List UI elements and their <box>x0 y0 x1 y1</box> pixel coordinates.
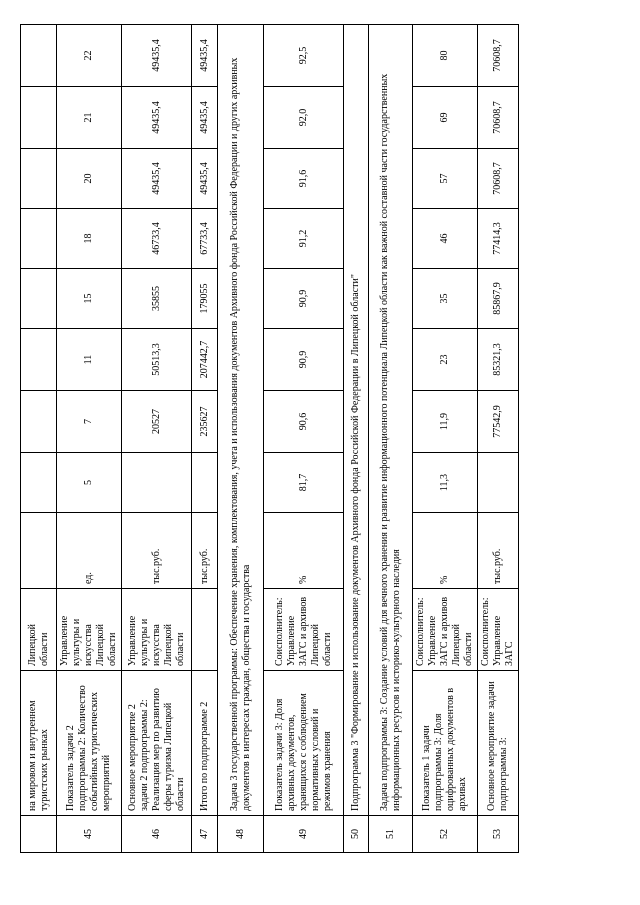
value-cell: 92,0 <box>264 87 344 149</box>
row-unit: % <box>264 513 344 589</box>
value-cell: 49435,4 <box>192 149 218 209</box>
row-unit <box>21 513 57 589</box>
row-number: 47 <box>192 816 218 853</box>
row-unit: тыс.руб. <box>192 513 218 589</box>
task-3-heading: Задача 3 государственной программы: Обеспечение хранения, комплектования, учета и использования документов Архивного фонда Российской Федерации и других архивных документов в интересах граждан, общества и государства <box>218 25 264 816</box>
table-row <box>478 25 519 853</box>
value-cell: 5 <box>57 453 122 513</box>
value-cell <box>21 25 57 87</box>
value-cell: 22 <box>57 25 122 87</box>
value-cell: 90,9 <box>264 269 344 329</box>
section-row <box>369 25 413 853</box>
value-cell: 49435,4 <box>122 149 192 209</box>
value-cell: 91,6 <box>264 149 344 209</box>
value-cell: 90,9 <box>264 329 344 391</box>
value-cell: 57 <box>413 149 478 209</box>
row-unit: ед. <box>57 513 122 589</box>
value-cell: 49435,4 <box>192 25 218 87</box>
value-cell: 7 <box>57 391 122 453</box>
value-cell: 11,9 <box>413 391 478 453</box>
value-cell: 49435,4 <box>122 25 192 87</box>
value-cell <box>21 87 57 149</box>
section-row <box>218 25 264 853</box>
value-cell: 92,5 <box>264 25 344 87</box>
value-cell: 91,2 <box>264 209 344 269</box>
value-cell: 67733,4 <box>192 209 218 269</box>
value-cell: 49435,4 <box>192 87 218 149</box>
row-name: Показатель задачи 3: Доля архивных документов, хранящихся с соблюдением нормативных условий и режимов хранения <box>264 671 344 816</box>
value-cell: 81,7 <box>264 453 344 513</box>
value-cell: 70608,7 <box>478 25 519 87</box>
value-cell: 207442,7 <box>192 329 218 391</box>
row-executor <box>192 589 218 671</box>
value-cell: 11,3 <box>413 453 478 513</box>
row-name: Показатель 1 задачи подпрограммы 3: Доля оцифрованных документов в архивах <box>413 671 478 816</box>
value-cell: 77414,3 <box>478 209 519 269</box>
program-indicators-table <box>20 24 519 853</box>
value-cell <box>122 453 192 513</box>
value-cell: 90,6 <box>264 391 344 453</box>
value-cell <box>21 329 57 391</box>
value-cell <box>192 453 218 513</box>
value-cell: 18 <box>57 209 122 269</box>
value-cell: 46 <box>413 209 478 269</box>
row-name: Основное мероприятие 2 задачи 2 подпрограммы 2: Реализация мер по развитию сферы туризма Липецкой области <box>122 671 192 816</box>
value-cell: 179055 <box>192 269 218 329</box>
value-cell: 69 <box>413 87 478 149</box>
value-cell: 11 <box>57 329 122 391</box>
row-executor: Управление культуры и искусства Липецкой области <box>57 589 122 671</box>
row-number: 45 <box>57 816 122 853</box>
row-number: 51 <box>369 816 413 853</box>
row-executor: Соисполнитель: Управление ЗАГС и архивов Липецкой области <box>413 589 478 671</box>
value-cell <box>21 149 57 209</box>
value-cell: 50513,3 <box>122 329 192 391</box>
value-cell: 85867,9 <box>478 269 519 329</box>
row-number <box>21 816 57 853</box>
value-cell: 46733,4 <box>122 209 192 269</box>
value-cell: 21 <box>57 87 122 149</box>
subprogram-3-task-heading: Задача подпрограммы 3: Создание условий для вечного хранения и развитие информационного потенциала Липецкой области как важной составной части государственных информационных ресурсов и историко-культурного наследия <box>369 25 413 816</box>
table-row <box>192 25 218 853</box>
value-cell <box>21 269 57 329</box>
row-name: Показатель задачи 2 подпрограммы 2: Количество событийных туристических мероприятий <box>57 671 122 816</box>
row-executor: Управление культуры и искусства Липецкой области <box>122 589 192 671</box>
row-number: 49 <box>264 816 344 853</box>
row-unit: % <box>413 513 478 589</box>
row-name: на мировом и внутреннем туристских рынках <box>21 671 57 816</box>
row-executor: Соисполнитель: Управление ЗАГС и архивов Липецкой области <box>264 589 344 671</box>
value-cell: 23 <box>413 329 478 391</box>
value-cell <box>21 453 57 513</box>
table-row <box>122 25 192 853</box>
row-name: Основное мероприятие задачи подпрограммы 3: <box>478 671 519 816</box>
value-cell: 35 <box>413 269 478 329</box>
value-cell <box>21 391 57 453</box>
row-unit: тыс.руб. <box>478 513 519 589</box>
table-row <box>413 25 478 853</box>
row-number: 46 <box>122 816 192 853</box>
row-number: 52 <box>413 816 478 853</box>
row-unit: тыс.руб. <box>122 513 192 589</box>
table-row <box>21 25 57 853</box>
value-cell <box>21 209 57 269</box>
table-row <box>57 25 122 853</box>
subprogram-3-heading: Подпрограмма 3 "Формирование и использование документов Архивного фонда Российской Федерации в Липецкой области" <box>344 25 369 816</box>
row-number: 50 <box>344 816 369 853</box>
value-cell: 77542,9 <box>478 391 519 453</box>
row-executor: Липецкой области <box>21 589 57 671</box>
value-cell: 15 <box>57 269 122 329</box>
value-cell: 20527 <box>122 391 192 453</box>
table-row <box>264 25 344 853</box>
row-number: 48 <box>218 816 264 853</box>
value-cell: 20 <box>57 149 122 209</box>
value-cell: 70608,7 <box>478 87 519 149</box>
row-number: 53 <box>478 816 519 853</box>
value-cell: 35855 <box>122 269 192 329</box>
section-row <box>344 25 369 853</box>
row-executor: Соисполнитель: Управление ЗАГС <box>478 589 519 671</box>
value-cell: 49435,4 <box>122 87 192 149</box>
value-cell <box>478 453 519 513</box>
row-name: Итого по подпрограмме 2 <box>192 671 218 816</box>
value-cell: 235627 <box>192 391 218 453</box>
value-cell: 80 <box>413 25 478 87</box>
value-cell: 85321,3 <box>478 329 519 391</box>
value-cell: 70608,7 <box>478 149 519 209</box>
